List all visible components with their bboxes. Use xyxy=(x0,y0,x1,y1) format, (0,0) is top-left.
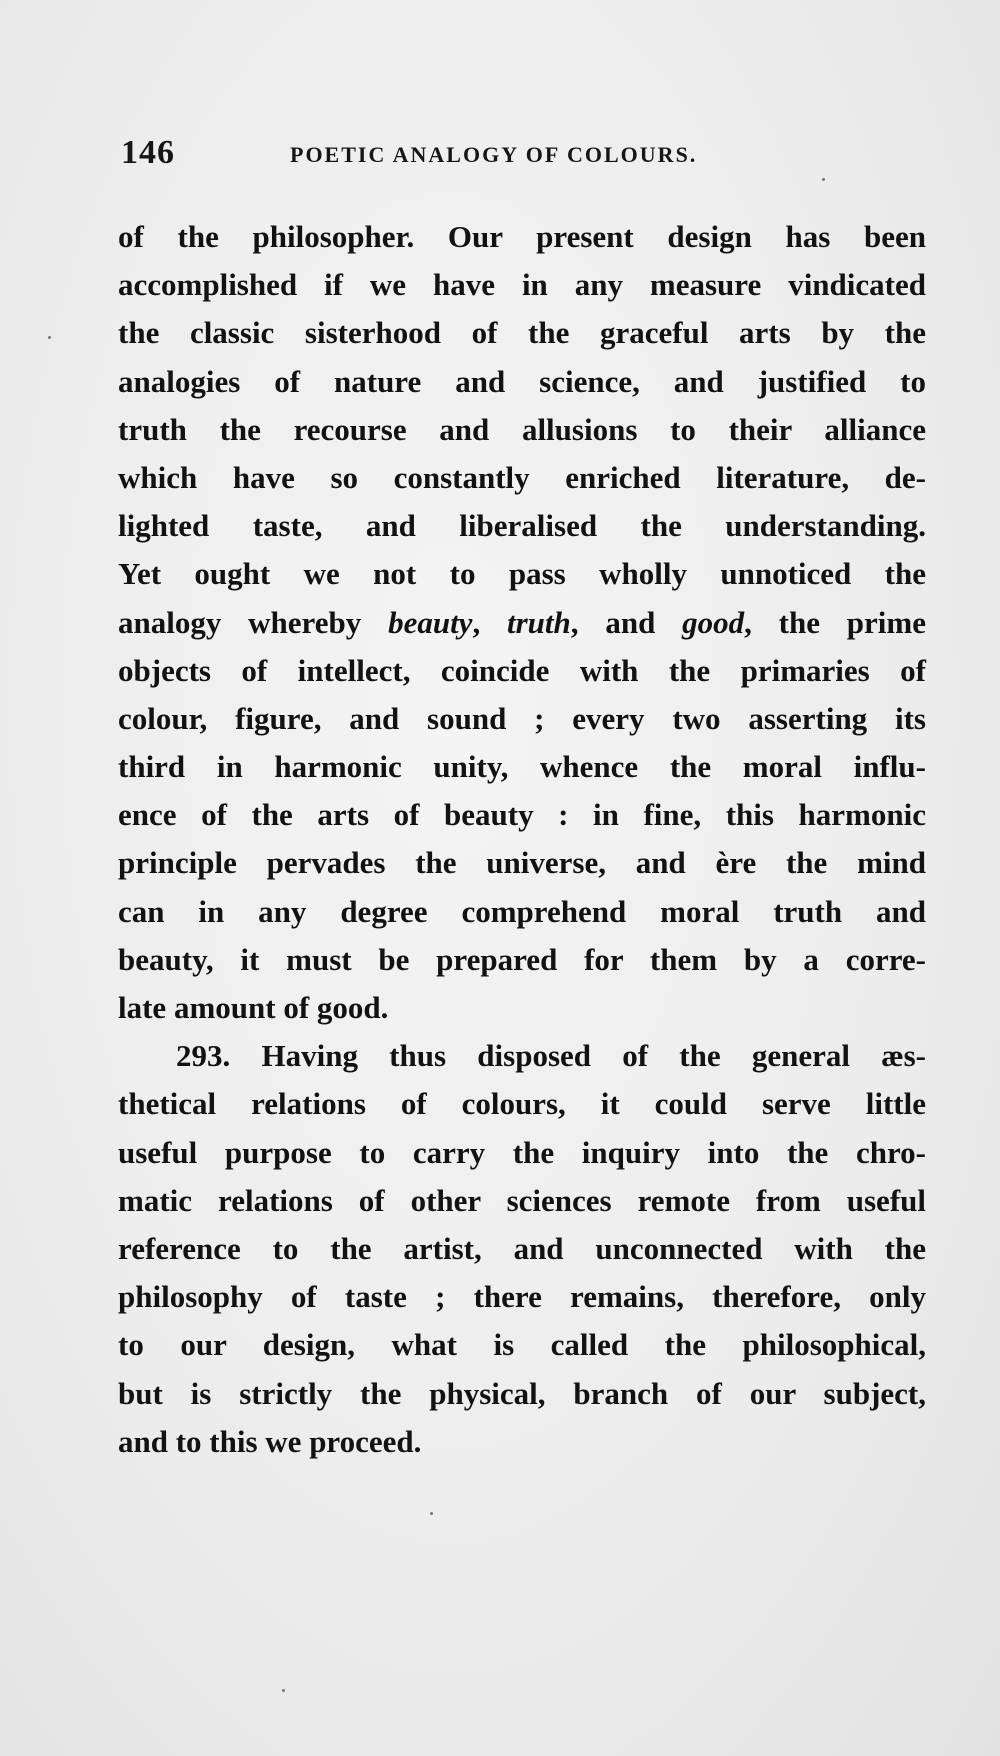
text-line: lighted taste, and liberalised the understanding. xyxy=(118,508,926,544)
paragraph-end-line: and to this we proceed. xyxy=(118,1423,422,1459)
text-fragment: analogy whereby xyxy=(118,604,389,640)
text-line: third in harmonic unity, whence the moral influ- xyxy=(118,749,926,785)
text-line: the classic sisterhood of the graceful arts by the xyxy=(118,315,926,351)
text-line: accomplished if we have in any measure vindicated xyxy=(118,267,926,303)
paper-speck xyxy=(48,336,51,339)
text-line: ence of the arts of beauty : in fine, this harmonic xyxy=(118,797,926,833)
text-line: truth the recourse and allusions to their alliance xyxy=(118,411,926,447)
paper-speck xyxy=(822,178,825,181)
running-head xyxy=(121,134,921,174)
paper-speck xyxy=(430,1512,433,1515)
text-line: useful purpose to carry the inquiry into the chro- xyxy=(118,1134,926,1170)
paper-speck xyxy=(282,1689,285,1692)
italic-word-good: good xyxy=(682,604,745,640)
italic-word-truth: truth xyxy=(507,604,571,640)
paragraph-start-line: 293. Having thus disposed of the general æs- xyxy=(176,1038,926,1074)
text-line: Yet ought we not to pass wholly unnoticed the xyxy=(118,556,926,592)
text-fragment: , and xyxy=(570,604,683,640)
text-line: which have so constantly enriched literature, de- xyxy=(118,459,926,495)
text-line: can in any degree comprehend moral truth and xyxy=(118,893,926,929)
text-line: objects of intellect, coincide with the primaries of xyxy=(118,652,926,688)
text-line: to our design, what is called the philosophical, xyxy=(118,1327,926,1363)
text-fragment: , xyxy=(472,604,507,640)
text-line: colour, figure, and sound ; every two asserting its xyxy=(118,700,926,736)
text-line: analogies of nature and science, and justified to xyxy=(118,363,926,399)
page-number: 146 xyxy=(121,134,175,171)
body-text xyxy=(118,213,926,1466)
text-line: matic relations of other sciences remote from useful xyxy=(118,1182,926,1218)
text-line-with-italics xyxy=(118,599,926,647)
text-line: but is strictly the physical, branch of our subject, xyxy=(118,1375,926,1411)
text-line: reference to the artist, and unconnected with the xyxy=(118,1230,926,1266)
text-line: beauty, it must be prepared for them by a corre- xyxy=(118,941,926,977)
text-line: of the philosopher. Our present design has been xyxy=(118,219,926,254)
text-line: thetical relations of colours, it could serve little xyxy=(118,1086,926,1122)
text-fragment: , the prime xyxy=(744,604,927,640)
text-line: philosophy of taste ; there remains, therefore, only xyxy=(118,1279,926,1315)
text-line: principle pervades the universe, and ère the mind xyxy=(118,845,926,881)
italic-word-beauty: beauty xyxy=(388,604,473,640)
running-title: POETIC ANALOGY OF COLOURS. xyxy=(290,142,698,167)
paragraph-end-line: late amount of good. xyxy=(118,990,389,1025)
